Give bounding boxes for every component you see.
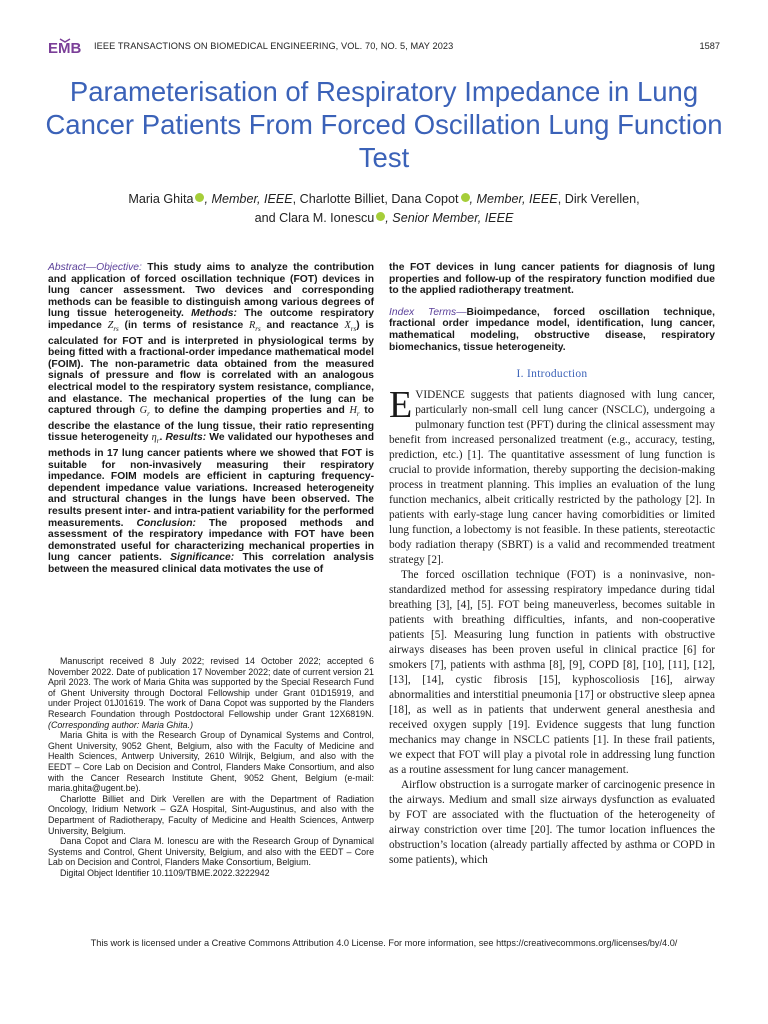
drop-cap: E [389, 384, 413, 427]
abstract-results: We validated our hypotheses and methods in 17 lung cancer patients where we showed that FOT is suitable for non-invasively measuring their respiratory impedance. FOIM models are efficient in capturing frequency-dependent impedance value variations. Increased heterogeneity and structural changes in the lungs have been observed. The results present inter- and intra-patient variability for the performed measurements. [48, 432, 374, 529]
footnote-affiliation: Maria Ghita is with the Research Group of Dynamical Systems and Control, Ghent University, 9052 Ghent, Belgium, also with the Faculty of Medicine and Health Sciences, Antwerp University, 2610 Wilrijk, Belgium, and also with the EEDT – Core Lab on Decision and Control, Flanders Make Consortium, and also with the Cancer Research Institute Ghent, 9052 Ghent, Belgium (e-mail: maria.ghita@ugent.be). [48, 730, 374, 794]
abstract-lead: Abstract—Objective: [48, 262, 142, 273]
abstract-significance: This correlation analysis between the measured clinical data motivates the use of [48, 552, 374, 575]
logo-text: EMB [48, 40, 82, 57]
author-name: , Charlotte Billiet, Dana Copot [292, 192, 459, 206]
symbol-z: Z [107, 319, 114, 331]
footnote-affiliation: Dana Copot and Clara M. Ionescu are with the Research Group of Dynamical Systems and Control, Ghent University, Belgium, and also with the EEDT – Core Lab on Decision and Control, Flanders Make Consortium, Belgium. [48, 836, 374, 868]
symbol-x: X [344, 319, 351, 331]
author-role: , Member, IEEE [204, 192, 293, 206]
page-number: 1587 [699, 41, 720, 51]
abstract-text: ) is calculated for FOT and is interpreted in physiological terms by being fitted with a fractional-order impedance mathematical model (FOIM). The non-parametric data obtained from the measured signals of pressure and flow is correlated with an analogous electrical model to the respiratory system resistance, compliance, and elastance. The mechanical properties of the lung can be captured through [48, 319, 374, 417]
index-terms-text: Bioimpedance, forced oscillation technique, fractional order impedance model, identification, lung cancer, mathematical modeling, obstructive disease, respiratory biomechanics, tissue heterogeneity. [389, 306, 716, 353]
abstract-text: to describe the elastance of the lung tissue, their ratio representing tissue heterogeneity [48, 405, 374, 444]
author-role: , Member, IEEE [469, 192, 558, 206]
footnote-manuscript [48, 656, 374, 730]
conclusion-label: Conclusion: [136, 517, 196, 529]
paragraph [389, 384, 715, 568]
doi[interactable]: Digital Object Identifier 10.1109/TBME.2022.3222942 [60, 867, 270, 878]
abstract-text: . [159, 432, 166, 444]
abstract-text: and reactance [260, 319, 345, 331]
emb-logo [48, 37, 88, 57]
paper-title: Parameterisation of Respiratory Impedance in Lung Cancer Patients From Forced Oscillation Lung Function Test [45, 76, 723, 173]
abstract-text: The outcome respiratory impedance [48, 308, 375, 331]
author-name: and Clara M. Ionescu [254, 210, 375, 225]
author-line-1 [40, 190, 728, 209]
index-terms-lead: Index Terms— [389, 306, 467, 318]
orcid-icon[interactable] [376, 212, 385, 221]
abstract-conclusion: The proposed methods and assessment of the respiratory impedance with FOT have been demonstrated useful for characterizing mechanical properties in lung cancer patients. [48, 517, 374, 564]
footnote-text: Manuscript received 8 July 2022; revised 14 October 2022; accepted 6 November 2022. Date of publication 17 November 2022; date of current version 21 April 2023. The work of Maria Ghita was supported by the Special Research Fund of Ghent University through Doctoral Fellowship under Grant 01D15919, and under Project 01J01619. The work of Dana Copot was supported by the Flanders Research Foundation through Postdoctoral Fellowship under Grant 12X6819N. [48, 656, 374, 719]
paragraph: The forced oscillation technique (FOT) is a noninvasive, non-standardized method for assessing respiratory impedance during tidal breathing [3], [4], [5]. FOT being maneuverless, becomes suitable in patients with breathing difficulties, infants, and non-cooperative patients [5]. Measuring lung function in patients with obstructive airways diseases has been proven useful in clinical practice [6] for smokers [7], patients with asthma [8], [9], COPD [8], [10], [11], [12], [13], [14], cystic fibrosis [15], kyphoscoliosis [16], airway abnormalities and interstitial pneumonia [17] or obstructive sleep apnea [18], as well as in patients that underwent general anesthesia and received oxygen supply [19]. Evidence suggests that lung function mechanics may change in NSCLC patients [1]. In these frail patients, we expect that FOT will play a pivotal role in addressing lung function as a routine assessment for lung cancer management. [389, 569, 715, 777]
section-heading: I. Introduction [516, 368, 588, 381]
author-role: , Senior Member, IEEE [385, 210, 514, 225]
paragraph-text: VIDENCE suggests that patients diagnosed with lung cancer, particularly non-small cell lung cancer (NSCLC), undergoing a pulmonary function test (PFT) during the clinical assessment may benefit from increased personalized treatment (e.g., accuracy, testing, prediction, etc.) [1]. The quantitative assessment of lung function is crucial to provide information, thereby supporting the decision-making process in treatment planning. This implies an evaluation of the lung function mechanics, albeit critically restricted by the pathology [2]. In patients with early-stage lung cancer having comorbidities or limited lung function, a lobectomy is not feasible. In these patients, stereotactic body radiation therapy (SBRT) is a valid and recommended treatment strategy [2]. [389, 389, 715, 567]
abstract-continuation: the FOT devices in lung cancer patients for diagnosis of lung properties and follow-up of the respiratory function modified due to the applied radiotherapy treatment. [389, 262, 715, 297]
author-name: , Dirk Verellen, [557, 192, 640, 206]
license-notice: This work is licensed under a Creative Commons Attribution 4.0 License. For more information, see https://creativecommons.org/licenses/by/4.0/ [90, 938, 678, 948]
abstract-text: (in terms of resistance [118, 319, 249, 331]
methods-label: Methods: [191, 308, 237, 320]
author-line-2 [40, 209, 728, 228]
significance-label: Significance: [170, 552, 235, 564]
corresponding-author: (Corresponding author: Maria Ghita.) [48, 719, 194, 730]
abstract-objective: This study aims to analyze the contribution and application of forced oscillation technique (FOT) devices in lung cancer assessment. Two devices and corresponding methods can be feasible to distinguish among various degrees of lung tissue heterogeneity. [48, 262, 374, 320]
author-list [40, 190, 728, 227]
right-column [389, 262, 715, 868]
orcid-icon[interactable] [461, 193, 470, 202]
symbol-eta: η [151, 432, 157, 444]
results-label: Results: [165, 432, 207, 444]
section-body [389, 384, 715, 868]
symbol-g: G [139, 405, 148, 417]
journal-name: IEEE TRANSACTIONS ON BIOMEDICAL ENGINEERING, VOL. 70, NO. 5, MAY 2023 [94, 41, 454, 51]
footnotes [48, 656, 374, 878]
abstract-text: to define the damping properties and [149, 405, 350, 417]
symbol-r: R [248, 319, 256, 331]
footnote-affiliation: Charlotte Billiet and Dirk Verellen are with the Department of Radiation Oncology, Iridium Network – GZA Hospital, Sint-Augustinus, and also with the Department of Radiotherapy, Faculty of Medicine and Health Sciences, Antwerp University, Belgium. [48, 793, 374, 836]
abstract: Abstract—Objective: This study aims to analyze the contribution and application of forced oscillation technique (FOT) devices in lung cancer assessment. Two devices and corresponding methods can be feasible to distinguish among various degrees of lung tissue heterogeneity. Methods: The outcome respiratory impedance $Z_{rs}$ (in terms of resistance $R_{rs}$ and reactance $X_{rs}$) is calculated for FOT and is interpreted in physiological terms by being fitted with a fractional-order impedance mathematical model (FOIM). The non-parametric data obtained from the measured signals of pressure and flow is correlated with an analogous electrical model to the respiratory system resistance, compliance, and elastance. The mechanical properties of the lung can be captured through $G_r$ to define the damping properties and $H_r$ to describe the elastance of the lung tissue, their ratio representing tissue heterogeneity $\eta_r$. Results: We validated our hypotheses and methods in 17 lung cancer patients where we showed that FOT is suitable for non-invasively measuring their respiratory impedance. FOIM models are efficient in capturing frequency-dependent impedance value variations. Increased heterogeneity and structural changes in the lungs have been observed. The results present inter- and intra-patient variability for the performed measurements. Conclusion: The proposed methods and assessment of the respiratory impedance with FOT have been demonstrated useful for characterizing mechanical properties in lung cancer patients. Significance: This correlation analysis between the measured clinical data motivates the use of [48, 262, 375, 575]
paragraph: Airflow obstruction is a surrogate marker of carcinogenic presence in the airways. Medium and small size airways dysfunction as evaluated by FOT are associated with the fluctuation of the heterogeneity of airway constriction over time [20]. The tumor location influences the obstruction’s location (already partially affected by asthma or COPD in some patients), which [389, 779, 715, 867]
symbol-h: H [349, 405, 357, 417]
index-terms [389, 307, 715, 353]
author-name: Maria Ghita [128, 192, 194, 206]
running-header [48, 40, 720, 56]
